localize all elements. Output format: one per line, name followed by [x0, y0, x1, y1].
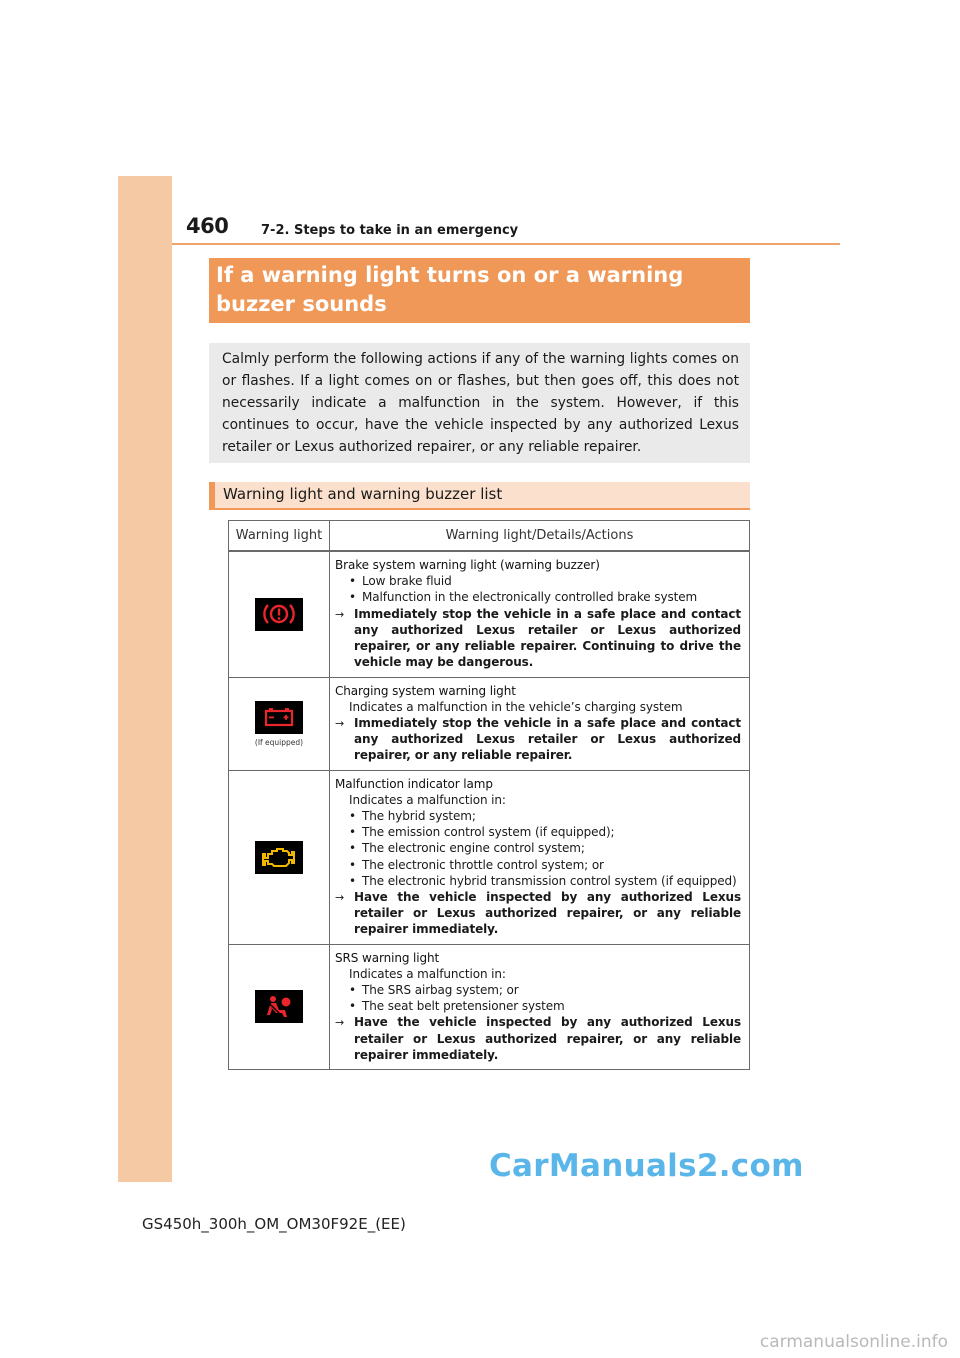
details-cell	[330, 770, 750, 944]
action-line	[335, 889, 741, 938]
col-header-warning-light: Warning light	[229, 521, 330, 552]
footer-model-code: GS450h_300h_OM_OM30F92E_(EE)	[142, 1215, 406, 1233]
icon-cell	[229, 677, 330, 770]
list-item: • The electronic throttle control system; or	[349, 857, 604, 872]
action-line	[335, 1014, 741, 1063]
intro-text: Calmly perform the following actions if any of the warning lights comes on or flashes. If a light comes on or flashes, but then goes off, this does not necessarily indicate a malfunction in the system. However, if this continues to occur, have the vehicle inspected by any authorized Lexus retailer or Lexus authorized repairer, or any reliable repairer.	[222, 351, 739, 455]
sub-heading: Warning light and warning buzzer list	[209, 482, 750, 510]
icon-cell	[229, 944, 330, 1069]
table-row	[229, 551, 750, 677]
list-item: • The electronic engine control system;	[349, 841, 585, 856]
list-item: • The SRS airbag system; or	[349, 982, 519, 997]
warning-light-table	[228, 520, 750, 1070]
arrow-right-icon: →	[335, 890, 345, 904]
brake-warning-icon	[255, 598, 303, 631]
table-header-row	[229, 521, 750, 552]
list-item: • The emission control system (if equipped);	[349, 825, 615, 840]
page-number: 460	[186, 214, 229, 238]
section-title: 7-2. Steps to take in an emergency	[261, 223, 519, 238]
watermark-logo: CarManuals2.com	[489, 1148, 804, 1184]
action-text: Immediately stop the vehicle in a safe place and contact any authorized Lexus retailer or Lexus authorized repairer, or any reliable repairer.	[354, 715, 741, 763]
action-line	[335, 606, 741, 671]
warning-title: Charging system warning light	[335, 683, 516, 698]
icon-note: (If equipped)	[254, 737, 304, 747]
srs-airbag-icon	[255, 990, 303, 1023]
list-item: • Low brake fluid	[349, 574, 452, 589]
list-item: • The hybrid system;	[349, 808, 476, 823]
warning-title: SRS warning light	[335, 950, 440, 965]
arrow-right-icon: →	[335, 1016, 345, 1030]
action-text: Have the vehicle inspected by any authorized Lexus retailer or Lexus authorized repairer, or any reliable repairer immediately.	[354, 889, 741, 937]
details-cell	[330, 944, 750, 1069]
list-item: • The electronic hybrid transmission control system (if equipped)	[349, 873, 737, 888]
icon-cell	[229, 770, 330, 944]
arrow-right-icon: →	[335, 716, 345, 730]
warning-title: Brake system warning light (warning buzzer)	[335, 558, 600, 573]
action-text: Have the vehicle inspected by any authorized Lexus retailer or Lexus authorized repairer, or any reliable repairer immediately.	[354, 1015, 741, 1062]
list-item: • The seat belt pretensioner system	[349, 999, 565, 1014]
list-item: • Malfunction in the electronically controlled brake system	[349, 590, 698, 605]
header-divider	[172, 243, 840, 245]
action-text: Immediately stop the vehicle in a safe place and contact any authorized Lexus retailer or Lexus authorized repairer, or any reliable repairer. Continuing to drive the vehicle may be dangerous.	[354, 606, 741, 670]
table-row	[229, 944, 750, 1069]
arrow-right-icon: →	[335, 607, 345, 621]
engine-icon	[255, 841, 303, 874]
detail-text: Indicates a malfunction in:	[349, 792, 506, 807]
table-row	[229, 677, 750, 770]
warning-title: Malfunction indicator lamp	[335, 776, 493, 791]
details-cell	[330, 551, 750, 677]
action-line	[335, 715, 741, 764]
side-tab-band	[118, 176, 172, 1182]
intro-box	[209, 343, 750, 463]
main-heading: If a warning light turns on or a warning buzzer sounds	[209, 258, 750, 323]
icon-cell	[229, 551, 330, 677]
details-cell	[330, 677, 750, 770]
col-header-details: Warning light/Details/Actions	[330, 521, 750, 552]
battery-icon	[255, 701, 303, 734]
detail-text: Indicates a malfunction in the vehicle’s charging system	[349, 699, 683, 714]
bottom-site-watermark: carmanualsonline.info	[759, 1332, 948, 1352]
table-row	[229, 770, 750, 944]
detail-text: Indicates a malfunction in:	[349, 966, 506, 981]
